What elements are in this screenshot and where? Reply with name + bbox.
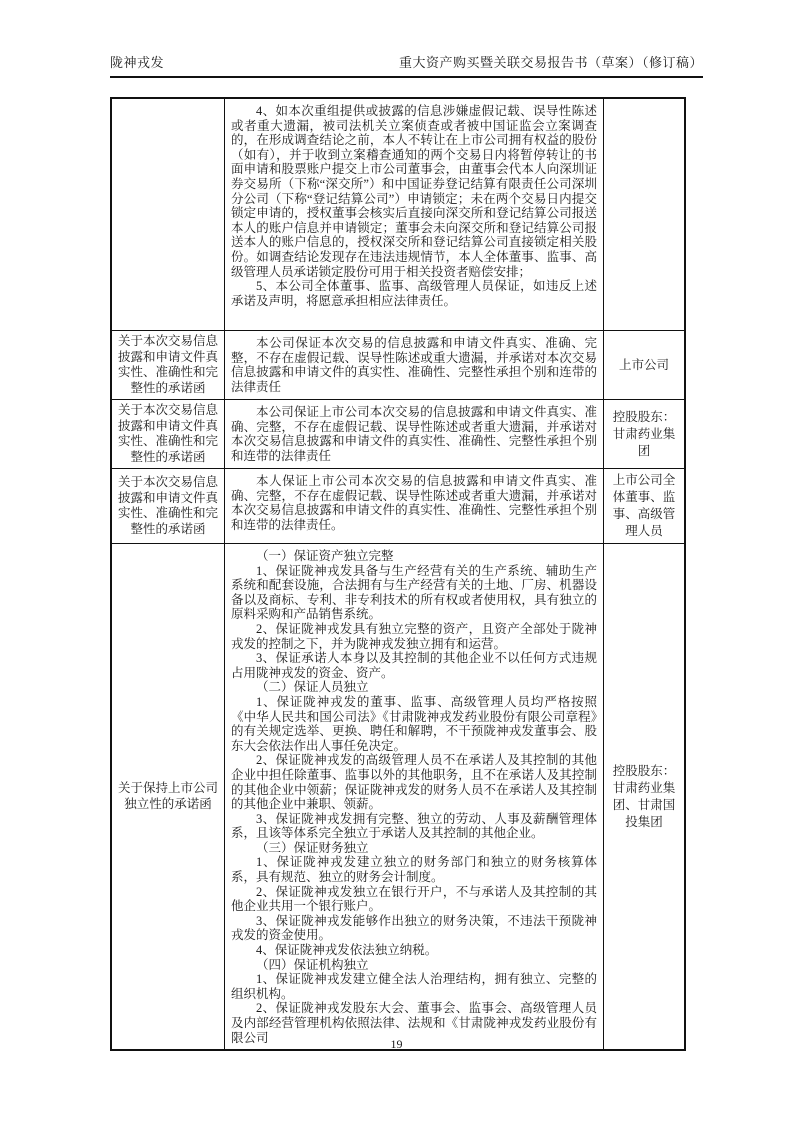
commitment-paragraph: 2、保证陇神戎发的高级管理人员不在承诺人及其控制的其他企业中担任除董事、监事以外的其他职务，且不在承诺人及其控制的其他企业中领薪；保证陇神戎发的财务人员不在承诺人及其控制的其他企业中兼职、领薪。 bbox=[231, 753, 597, 812]
table-row bbox=[112, 543, 684, 1049]
table-row bbox=[112, 99, 684, 330]
commitment-party-cell: 上市公司 bbox=[618, 357, 669, 372]
commitment-paragraph: 3、保证陇神戎发能够作出独立的财务决策，不违法干预陇神戎发的资金使用。 bbox=[231, 913, 597, 943]
commitment-paragraph: 本公司保证本次交易的信息披露和申请文件真实、准确、完整，不存在虚假记载、误导性陈述或重大遗漏，并承诺对本次交易信息披露和申请文件的真实性、准确性、完整性承担个别和连带的法律责任 bbox=[231, 336, 597, 394]
document-full-title: 重大资产购买暨关联交易报告书（草案）（修订稿） bbox=[398, 55, 703, 70]
commitment-paragraph: 1、保证陇神戎发建立独立的财务部门和独立的财务核算体系，具有规范、独立的财务会计制度。 bbox=[231, 855, 597, 885]
page-footer bbox=[0, 1037, 793, 1052]
commitment-paragraph: （四）保证机构独立 bbox=[256, 957, 369, 972]
commitment-paragraph: （三）保证财务独立 bbox=[256, 840, 369, 855]
commitment-paragraph: （二）保证人员独立 bbox=[256, 680, 369, 695]
commitment-type-cell: 关于本次交易信息披露和申请文件真实性、准确性和完整性的承诺函 bbox=[112, 331, 225, 399]
commitment-type-cell: 关于本次交易信息披露和申请文件真实性、准确性和完整性的承诺函 bbox=[112, 469, 225, 543]
page-number: 19 bbox=[390, 1037, 403, 1051]
commitment-type-cell bbox=[112, 99, 225, 330]
commitment-party-cell: 上市公司全体董事、监事、高级管理人员 bbox=[612, 473, 676, 538]
commitment-type-cell: 关于本次交易信息披露和申请文件真实性、准确性和完整性的承诺函 bbox=[112, 400, 225, 468]
commitment-paragraph: 3、保证承诺人本身以及其控制的其他企业不以任何方式违规占用陇神戎发的资金、资产。 bbox=[231, 651, 597, 680]
commitment-paragraph: （一）保证资产独立完整 bbox=[256, 549, 394, 563]
commitment-paragraph: 2、保证陇神戎发具有独立完整的资产，且资产全部处于陇神戎发的控制之下，并为陇神戎发独立拥有和运营。 bbox=[231, 621, 597, 651]
commitment-paragraph: 5、本公司全体董事、监事、高级管理人员保证，如违反上述承诺及声明，将愿意承担相应法律责任。 bbox=[231, 279, 597, 308]
commitment-party-cell bbox=[604, 99, 684, 330]
commitment-text-cell bbox=[225, 544, 604, 1049]
commitment-paragraph: 4、如本次重组提供或披露的信息涉嫌虚假记载、误导性陈述或者重大遗漏，被司法机关立案侦查或者被中国证监会立案调查的，在形成调查结论之前，本人不转让在上市公司拥有权益的股份（如有），并于收到立案稽查通知的两个交易日内将暂停转让的书面申请和股票账户提交上市公司董事会，由董事会代本人向深圳证券交易所（下称“深交所”）和中国证券登记结算有限责任公司深圳分公司（下称“登记结算公司”）申请锁定；未在两个交易日内提交锁定申请的，授权董事会核实后直接向深交所和登记结算公司报送本人的账户信息并申请锁定；董事会未向深交所和登记结算公司报送本人的账户信息的，授权深交所和登记结算公司直接锁定相关股份。如调查结论发现存在违法违规情节，本人全体董事、监事、高级管理人员承诺锁定股份可用于相关投资者赔偿安排； bbox=[231, 104, 597, 279]
table-row bbox=[112, 330, 684, 399]
running-header bbox=[110, 52, 703, 78]
commitment-paragraph: 本公司保证上市公司本次交易的信息披露和申请文件真实、准确、完整，不存在虚假记载、误导性陈述或者重大遗漏，并承诺对本次交易信息披露和申请文件的真实性、准确性、完整性承担个别和连带的法律责任 bbox=[231, 405, 597, 463]
commitment-party-cell: 控股股东：甘肃药业集团 bbox=[612, 409, 676, 458]
commitment-paragraph: 1、保证陇神戎发建立健全法人治理结构，拥有独立、完整的组织机构。 bbox=[231, 972, 597, 1001]
commitments-table bbox=[110, 97, 686, 1051]
document-short-title: 陇神戎发 bbox=[110, 55, 165, 70]
commitment-text-cell bbox=[225, 469, 604, 543]
commitment-paragraph: 2、保证陇神戎发股东大会、董事会、监事会、高级管理人员及内部经营管理机构依照法律、法规和《甘肃陇神戎发药业股份有限公司 bbox=[231, 1001, 597, 1045]
table-row bbox=[112, 399, 684, 468]
commitment-paragraph: 2、保证陇神戎发独立在银行开户，不与承诺人及其控制的其他企业共用一个银行账户。 bbox=[231, 884, 597, 914]
commitment-paragraph: 本人保证上市公司本次交易的信息披露和申请文件真实、准确、完整，不存在虚假记载、误导性陈述或者重大遗漏，并承诺对本次交易信息披露和申请文件的真实性、准确性、完整性承担个别和连带的法律责任。 bbox=[231, 474, 597, 532]
commitment-paragraph: 1、保证陇神戎发具备与生产经营有关的生产系统、辅助生产系统和配套设施，合法拥有与生产经营有关的土地、厂房、机器设备以及商标、专利、非专利技术的所有权或者使用权，具有独立的原料采购和产品销售系统。 bbox=[231, 563, 597, 622]
commitment-party-cell: 控股股东：甘肃药业集团、甘肃国投集团 bbox=[612, 763, 676, 829]
commitment-paragraph: 3、保证陇神戎发拥有完整、独立的劳动、人事及薪酬管理体系，且该等体系完全独立于承诺人及其控制的其他企业。 bbox=[231, 811, 597, 841]
commitment-paragraph: 1、保证陇神戎发的董事、监事、高级管理人员均严格按照《中华人民共和国公司法》《甘肃陇神戎发药业股份有限公司章程》的有关规定选举、更换、聘任和解聘，不干预陇神戎发董事会、股东大会依法作出人事任免决定。 bbox=[231, 694, 597, 753]
commitment-type-cell: 关于保持上市公司独立性的承诺函 bbox=[112, 544, 225, 1049]
commitment-text-cell bbox=[225, 99, 604, 330]
commitment-text-cell bbox=[225, 400, 604, 468]
table-row bbox=[112, 468, 684, 543]
commitment-text-cell bbox=[225, 331, 604, 399]
commitment-paragraph: 4、保证陇神戎发依法独立纳税。 bbox=[256, 943, 438, 958]
